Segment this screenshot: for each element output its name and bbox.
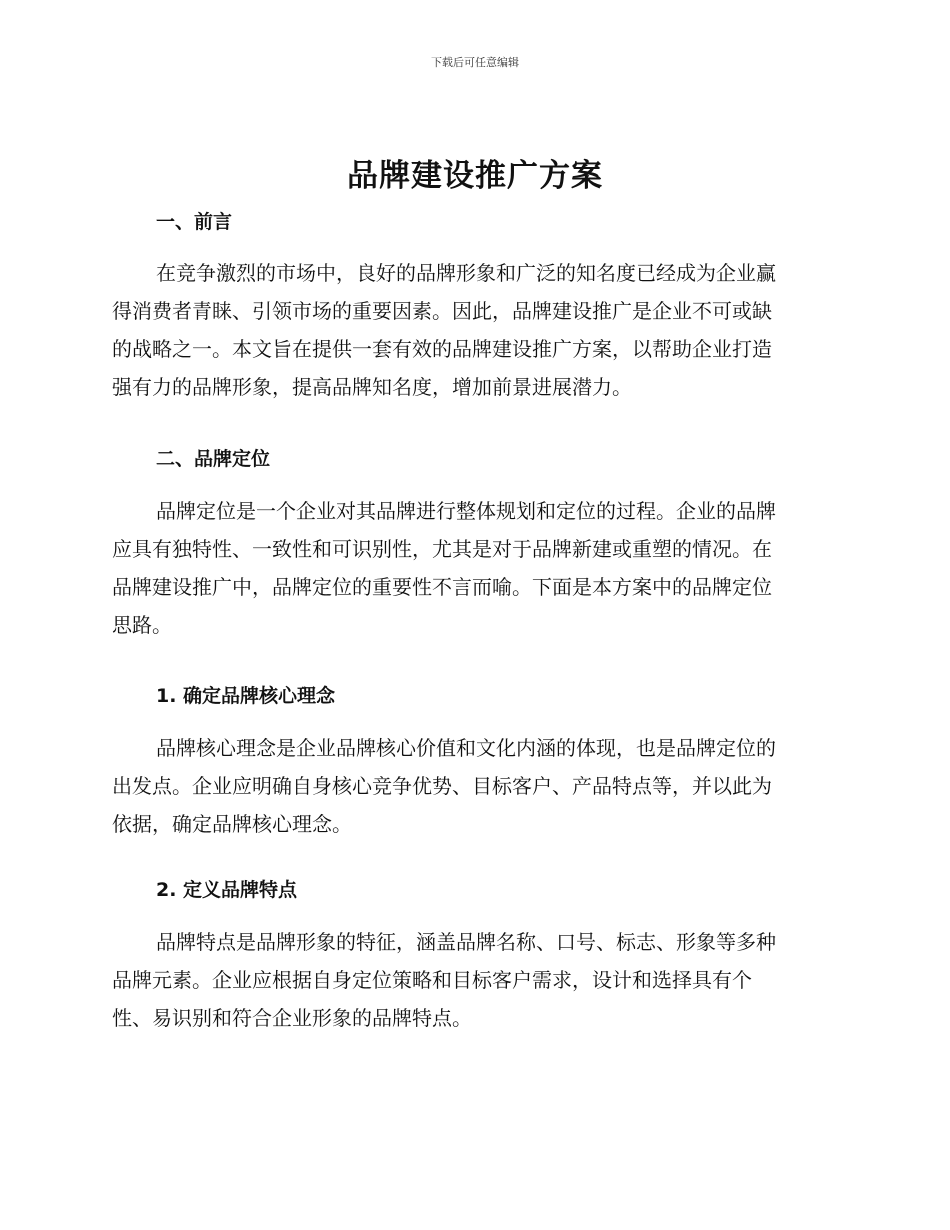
paragraph-line: 依据，确定品牌核心理念。 bbox=[112, 812, 352, 836]
paragraph-brand-positioning bbox=[112, 492, 842, 644]
paragraph-core-concept bbox=[112, 729, 842, 843]
paragraph-line: 出发点。企业应明确自身核心竞争优势、目标客户、产品特点等，并以此为 bbox=[112, 774, 772, 798]
paragraph-line: 品牌建设推广中，品牌定位的重要性不言而喻。下面是本方案中的品牌定位 bbox=[112, 575, 772, 599]
paragraph-line: 得消费者青睐、引领市场的重要因素。因此，品牌建设推广是企业不可或缺 bbox=[112, 299, 772, 323]
paragraph-line: 强有力的品牌形象，提高品牌知名度，增加前景进展潜力。 bbox=[112, 375, 632, 399]
paragraph-line: 思路。 bbox=[112, 613, 172, 637]
paragraph-line: 性、易识别和符合企业形象的品牌特点。 bbox=[112, 1006, 472, 1030]
document-title: 品牌建设推广方案 bbox=[347, 158, 603, 194]
paragraph-brand-features bbox=[112, 923, 842, 1037]
section-heading-preface: 一、前言 bbox=[156, 211, 233, 233]
paragraph-line: 在竞争激烈的市场中，良好的品牌形象和广泛的知名度已经成为企业赢 bbox=[156, 261, 776, 285]
paragraph-line: 品牌核心理念是企业品牌核心价值和文化内涵的体现，也是品牌定位的 bbox=[156, 736, 776, 760]
paragraph-line: 品牌元素。企业应根据自身定位策略和目标客户需求，设计和选择具有个 bbox=[112, 968, 752, 992]
paragraph-line: 应具有独特性、一致性和可识别性，尤其是对于品牌新建或重塑的情况。在 bbox=[112, 537, 772, 561]
paragraph-preface bbox=[112, 254, 842, 406]
section-heading-brand-positioning: 二、品牌定位 bbox=[156, 448, 271, 470]
paragraph-line: 品牌定位是一个企业对其品牌进行整体规划和定位的过程。企业的品牌 bbox=[156, 499, 776, 523]
paragraph-line: 的战略之一。本文旨在提供一套有效的品牌建设推广方案，以帮助企业打造 bbox=[112, 337, 772, 361]
subheading-brand-features: 2. 定义品牌特点 bbox=[156, 879, 298, 901]
paragraph-line: 品牌特点是品牌形象的特征，涵盖品牌名称、口号、标志、形象等多种 bbox=[156, 930, 776, 954]
page-header-note: 下载后可任意编辑 bbox=[431, 56, 519, 69]
subheading-core-concept: 1. 确定品牌核心理念 bbox=[156, 685, 336, 707]
